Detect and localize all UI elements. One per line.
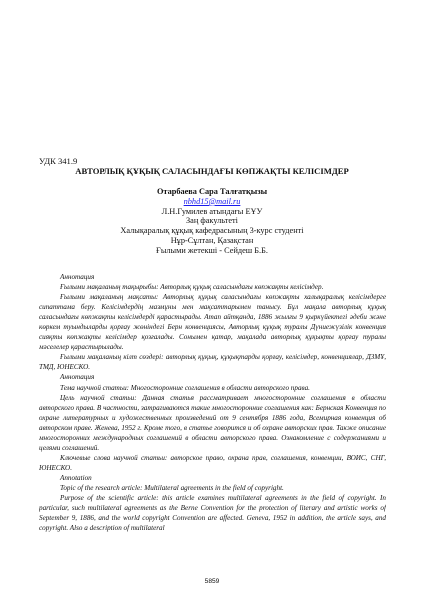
university: Л.Н.Гумилев атындағы ЕҰУ xyxy=(161,206,263,216)
keywords-kz: Ғылыми мақаланың кілт сөздері: авторлық құқық, құқықтарды қорғау, келісімдер, конвенциялар, ДЗМҰ, ТМД, ЮНЕСКО. xyxy=(39,353,386,372)
purpose-ru: Цель научной статьи: Данная статья рассматривает многосторонние соглашения в области авторского права. В частности, затрагиваются такие многосторонние соглашения как: Бернская Конвенция по охране литературных и художественных произведений от 9 сентября 1886 года, Всемирная конвенция об авторском праве. Женева, 1952 г. Кроме того, в статье говорится и об охране авторских прав. Также описание многосторонних международных соглашений в области авторского права. Ознакомление с содержаниями и целями соглашений. xyxy=(39,393,386,452)
topic-kz: Ғылыми мақаланың тақырыбы: Авторлық құқық саласындағы көпжақты келісімдер. xyxy=(60,283,324,292)
topic-ru: Тема научной статьи: Многосторонние соглашения в области авторского права. xyxy=(60,383,310,392)
article-title: АВТОРЛЫҚ ҚҰҚЫҚ САЛАСЫНДАҒЫ КӨПЖАҚТЫ КЕЛІСІМДЕР xyxy=(75,166,349,176)
department: Халықаралық құқық кафедрасының 3-курс студенті xyxy=(120,226,304,236)
city: Нұр-Сұлтан, Қазақстан xyxy=(170,235,254,245)
annotation-heading-ru: Аннотация xyxy=(60,373,95,382)
udc-code: УДК 341.9 xyxy=(39,156,78,166)
keywords-ru: Ключевые слова научной статьи: авторское право, охрана прав, соглашения, конвенции, ВОИС, СНГ, ЮНЕСКО. xyxy=(39,453,386,472)
author-block xyxy=(0,187,424,256)
purpose-kz: Ғылыми мақаланың мақсаты: Авторлық құқық саласындағы көпжақты халықаралық келісімдерге сипаттама беру. Келісімдердің мазмұны мен мақсаттарымен танысу. Бұл мақала авторлық құқық саласындағы көпжақты келісімдерді қарастырады. Атап айтқанда, 1886 жылғы 9 қыркүйектегі әдеби және көркем туындыларды қорғау жөніндегі Берн конвенциясы, Авторлық құқық туралы Дүниежүзілік конвенция сияқты көпжақты келісімдер қозғалады. Сонымен қатар, мақалада авторлық құқықты қорғау туралы мәселелер қарастырылады. xyxy=(39,293,386,352)
purpose-en: Purpose of the scientific article: this article examines multilateral agreements in the field of copyright. In particular, such multilateral agreements as the Berne Convention for the protection of literary and artistic works of September 9, 1886, and the world copyright Convention are affected. Geneva, 1952 in addition, the article says, and copyright. Also a description of multilateral xyxy=(39,494,386,533)
topic-en: Topic of the research article: Multilateral agreements in the field of copyright. xyxy=(60,483,284,492)
supervisor: Ғылыми жетекші - Сейдеш Б.Б. xyxy=(156,245,268,255)
annotation-heading-kz: Аннотация xyxy=(60,273,95,281)
author-name: Отарбаева Сара Талғатқызы xyxy=(156,187,268,196)
page-number: 5859 xyxy=(204,578,220,585)
faculty: Заң факультеті xyxy=(186,216,238,226)
abstract-body xyxy=(39,272,386,533)
annotation-heading-en: Annotation xyxy=(60,473,92,482)
author-email-link[interactable]: nbhd15@mail.ru xyxy=(183,196,241,206)
